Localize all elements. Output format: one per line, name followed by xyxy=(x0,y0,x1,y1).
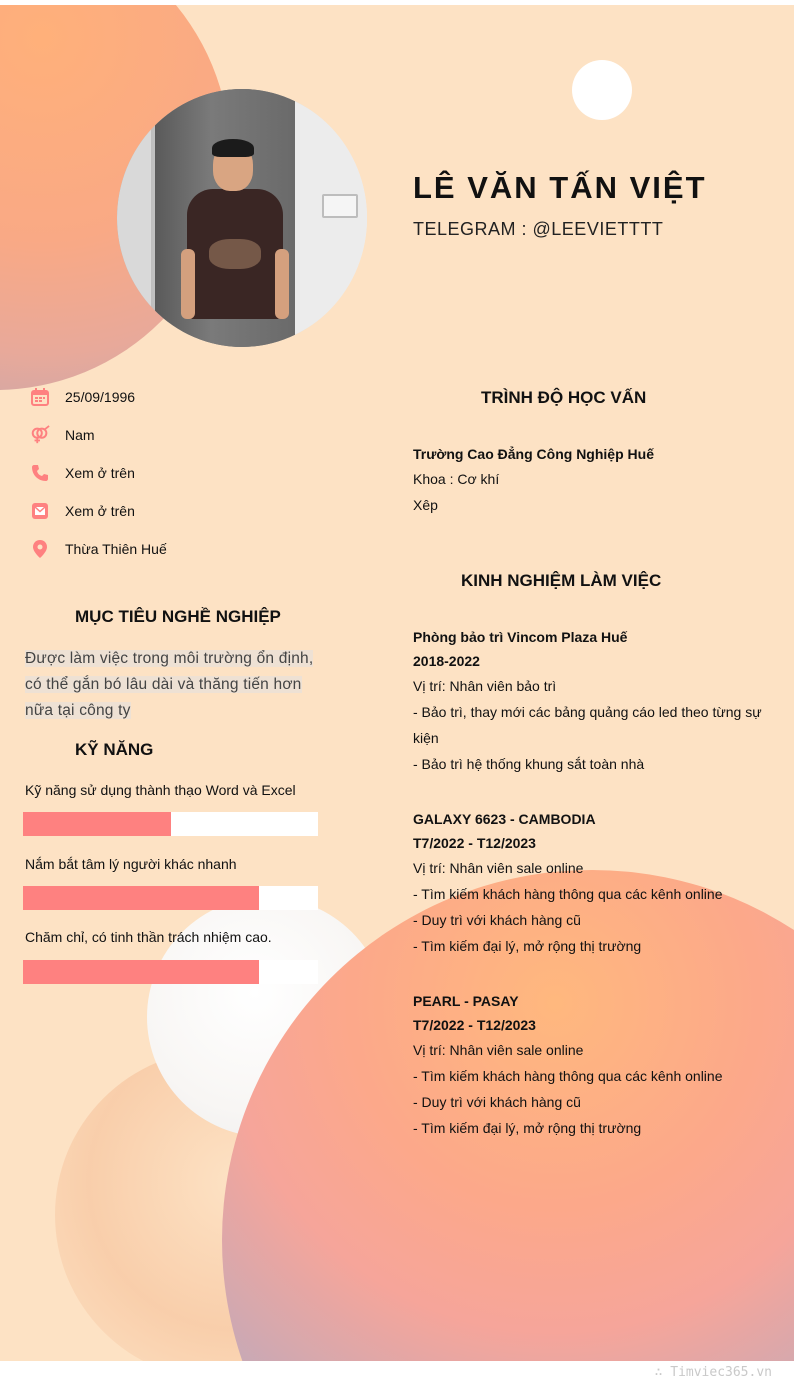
job-detail: - Tìm kiếm khách hàng thông qua các kênh online xyxy=(413,886,723,902)
phone-text: Xem ở trên xyxy=(65,465,135,481)
job-detail: - Tìm kiếm khách hàng thông qua các kênh online xyxy=(413,1068,723,1084)
job-detail: - Bảo trì, thay mới các bảng quảng cáo led theo từng sự xyxy=(413,704,762,720)
skill-bar xyxy=(23,960,318,984)
job-detail: Vị trí: Nhân viên sale online xyxy=(413,860,584,876)
gender-text: Nam xyxy=(65,427,95,443)
skill-label: Nắm bắt tâm lý người khác nhanh xyxy=(25,856,237,872)
rank: Xêp xyxy=(413,497,438,513)
watermark: ∴ Timviec365.vn xyxy=(654,1365,772,1380)
email-icon xyxy=(30,501,50,521)
profile-photo xyxy=(117,89,367,347)
skill-bar xyxy=(23,886,318,910)
address-text: Thừa Thiên Huế xyxy=(65,541,167,557)
skill-bar-fill xyxy=(23,960,259,984)
job-detail: Vị trí: Nhân viên bảo trì xyxy=(413,678,557,694)
contact-phone xyxy=(30,462,135,484)
objective-title: MỤC TIÊU NGHỀ NGHIỆP xyxy=(75,607,281,626)
skill-label: Kỹ năng sử dụng thành thạo Word và Excel xyxy=(25,782,296,798)
objective-line: có thể gắn bó lâu dài và thăng tiến hơn xyxy=(25,676,302,693)
job-period: 2018-2022 xyxy=(413,653,480,669)
objective-line: nữa tại công ty xyxy=(25,702,131,719)
faculty: Khoa : Cơ khí xyxy=(413,471,500,487)
contact-birthdate xyxy=(30,386,136,408)
full-name: LÊ VĂN TẤN VIỆT xyxy=(413,170,707,205)
telegram-handle: TELEGRAM : @LEEVIETTTT xyxy=(413,219,664,239)
job-period: T7/2022 - T12/2023 xyxy=(413,1017,536,1033)
gender-icon xyxy=(30,425,50,445)
job-detail: - Duy trì với khách hàng cũ xyxy=(413,1094,581,1110)
job-detail: Vị trí: Nhân viên sale online xyxy=(413,1042,584,1058)
skill-bar-fill xyxy=(23,812,171,836)
education-title: TRÌNH ĐỘ HỌC VẤN xyxy=(481,388,647,407)
skill-bar xyxy=(23,812,318,836)
skill-bar-fill xyxy=(23,886,259,910)
job-detail: kiện xyxy=(413,730,439,746)
email-text: Xem ở trên xyxy=(65,503,135,519)
experience-title: KINH NGHIỆM LÀM VIỆC xyxy=(461,571,662,590)
contact-gender xyxy=(30,424,95,446)
objective-text xyxy=(25,646,320,724)
job-company: Phòng bảo trì Vincom Plaza Huế xyxy=(413,629,628,645)
job-detail: - Bảo trì hệ thống khung sắt toàn nhà xyxy=(413,756,645,772)
phone-icon xyxy=(30,463,50,483)
job-company: GALAXY 6623 - CAMBODIA xyxy=(413,811,596,827)
location-icon xyxy=(30,539,50,559)
job-period: T7/2022 - T12/2023 xyxy=(413,835,536,851)
birthdate-text: 25/09/1996 xyxy=(65,389,136,405)
contact-address xyxy=(30,538,167,560)
objective-line: Được làm việc trong môi trường ổn định, xyxy=(25,650,314,667)
cv-page xyxy=(0,5,794,1361)
job-detail: - Duy trì với khách hàng cũ xyxy=(413,912,581,928)
skill-label: Chăm chỉ, có tinh thần trách nhiệm cao. xyxy=(25,929,272,945)
contact-email xyxy=(30,500,135,522)
decorative-dot xyxy=(572,60,632,120)
job-detail: - Tìm kiếm đại lý, mở rộng thị trường xyxy=(413,1120,642,1136)
job-detail: - Tìm kiếm đại lý, mở rộng thị trường xyxy=(413,938,642,954)
school-name: Trường Cao Đẳng Công Nghiệp Huế xyxy=(413,446,654,462)
calendar-icon xyxy=(30,387,50,407)
job-company: PEARL - PASAY xyxy=(413,993,519,1009)
skills-title: KỸ NĂNG xyxy=(75,740,154,759)
